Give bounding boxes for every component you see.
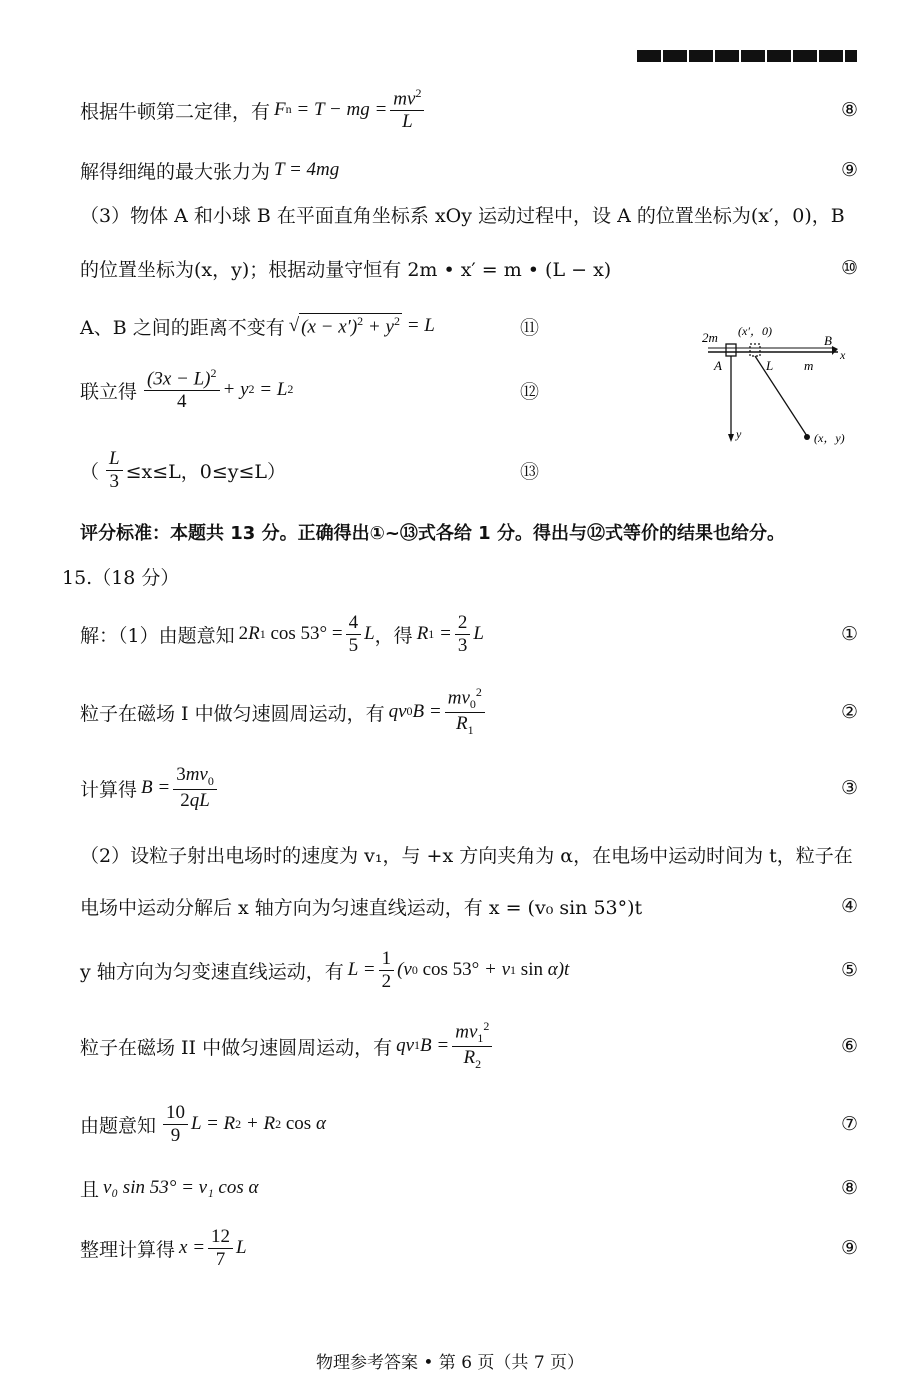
s15-eq-8-number: ⑧ — [840, 1177, 858, 1199]
label-L: L — [766, 358, 774, 373]
eq-8-formula: F n = T − mg = $\frac{mv^2}{L}$ — [274, 87, 427, 133]
s15-eq-line-6 — [80, 1016, 858, 1076]
s15-eq-line-5 — [80, 940, 858, 1000]
eq-line-8-text: 根据牛顿第二定律，有 — [80, 100, 271, 123]
eq-9-formula: T = 4mg — [274, 159, 340, 180]
s15-eq-line-1 — [80, 604, 858, 664]
label-xy: (x，y) — [814, 431, 845, 445]
s15-l1-text: 解：（1）由题意知 — [80, 624, 235, 647]
s15-l5-text: y 轴方向为匀变速直线运动，有 — [80, 960, 344, 983]
coordinate-diagram — [700, 318, 870, 453]
s15-eq-2: qv 0 B = $\frac{mv_0^2}{R_1}$ — [389, 686, 488, 738]
s15-eq-1b: R 1 = $\frac{2}{3}$ L — [416, 611, 484, 656]
header-bar — [637, 50, 857, 62]
s15-eq-line-4 — [80, 876, 858, 936]
s15-l8-text: 且 — [80, 1178, 100, 1201]
block-A — [726, 344, 736, 356]
eq-13-open: （ — [80, 460, 100, 483]
y-axis-arrow — [728, 434, 734, 442]
s15-eq-2-number: ② — [840, 701, 858, 723]
s15-eq-8: v₀ sin 53° = v₁ cos α — [103, 1177, 259, 1198]
eq-line-11-text: A、B 之间的距离不变有 — [80, 316, 285, 339]
eq-9-number: ⑨ — [840, 159, 858, 181]
s15-eq-line-9 — [80, 1218, 858, 1278]
eq-10-number: ⑩ — [840, 257, 858, 279]
section-15-title: 15.（18 分） — [62, 567, 180, 589]
eq-line-9 — [80, 140, 858, 200]
s15-eq-7-number: ⑦ — [840, 1113, 858, 1135]
s15-part2-line-2: 电场中运动分解后 x 轴方向为匀速直线运动，有 x = (v₀ sin 53°)t — [80, 896, 643, 919]
label-m: m — [804, 358, 814, 373]
s15-eq-1a: 2 R 1 cos 53° = $\frac{4}{5}$ L — [238, 611, 375, 656]
rope-line — [755, 356, 807, 436]
x-axis-arrow — [832, 346, 838, 355]
s15-l9-text: 整理计算得 — [80, 1238, 176, 1261]
s15-eq-line-3 — [80, 758, 858, 818]
s15-eq-3: B = $\frac{3mv_0}{2qL}$ — [141, 764, 220, 811]
eq-line-8 — [80, 80, 858, 140]
s15-eq-5: L = $\frac{1}{2}$ (v 0 cos 53° + v 1 sin α)t — [347, 947, 570, 992]
s15-eq-7: $\frac{10}{9}$ L = R 2 + R 2 cos α — [160, 1102, 326, 1147]
s15-eq-3-number: ③ — [840, 777, 858, 799]
s15-eq-9: x = $\frac{12}{7}$ L — [179, 1225, 247, 1270]
label-A: A — [714, 358, 722, 373]
s15-l3-text: 计算得 — [80, 778, 138, 801]
eq-11-number: ⑪ — [520, 316, 540, 339]
eq-line-10 — [80, 238, 858, 298]
eq-13-range: ≤x≤L，0≤y≤L） — [125, 460, 287, 483]
part3-line-1: （3）物体 A 和小球 B 在平面直角坐标系 xOy 运动过程中，设 A 的位置坐标为(x′，0)，B — [80, 205, 845, 227]
eq-line-9-text: 解得细绳的最大张力为 — [80, 160, 271, 183]
block-A-moved — [750, 344, 760, 356]
label-B: B — [824, 333, 832, 348]
s15-part2-line-1: （2）设粒子射出电场时的速度为 v₁，与 +x 方向夹角为 α，在电场中运动时间为 t，粒子在 — [80, 845, 853, 867]
page-footer: 物理参考答案 • 第 6 页（共 7 页） — [315, 1353, 585, 1373]
eq-13-formula: $\frac{L}{3}$ — [103, 448, 126, 493]
eq-11-formula: √ $(x - x')^2 + y^2$ = L — [288, 314, 435, 338]
s15-eq-5-number: ⑤ — [840, 959, 858, 981]
label-2m: 2m — [702, 330, 718, 345]
s15-eq-line-8 — [80, 1158, 858, 1218]
s15-l7-text: 由题意知 — [80, 1114, 157, 1137]
s15-eq-6-number: ⑥ — [840, 1035, 858, 1057]
s15-l6-text: 粒子在磁场 II 中做匀速圆周运动，有 — [80, 1036, 393, 1059]
eq-13-number: ⑬ — [520, 460, 540, 483]
s15-eq-line-2 — [80, 682, 858, 742]
eq-line-12-text: 联立得 — [80, 380, 138, 403]
scoring-note: 评分标准：本题共 13 分。正确得出①~⑬式各给 1 分。得出与⑫式等价的结果也给分。 — [80, 523, 785, 544]
eq-12-formula: $\frac{(3x - L)^2}{4}$ + y 2 = L 2 — [141, 367, 293, 413]
s15-l2-text: 粒子在磁场 I 中做匀速圆周运动，有 — [80, 702, 385, 725]
part3-line-2: 的位置坐标为(x，y)；根据动量守恒有 2m • x′ = m • (L − x) — [80, 258, 612, 281]
s15-eq-4-number: ④ — [840, 895, 858, 917]
eq-8-number: ⑧ — [840, 99, 858, 121]
ball-B — [804, 434, 810, 440]
s15-eq-9-number: ⑨ — [840, 1237, 858, 1259]
label-coord: (x′，0) — [738, 324, 772, 338]
label-x: x — [840, 348, 846, 362]
s15-eq-1-number: ① — [840, 623, 858, 645]
eq-12-number: ⑫ — [520, 380, 540, 403]
s15-eq-line-7 — [80, 1094, 858, 1154]
s15-eq-6: qv 1 B = $\frac{mv_1^2}{R_2}$ — [396, 1020, 495, 1072]
label-y: y — [736, 427, 742, 441]
s15-l1-mid: ，得 — [374, 624, 413, 647]
